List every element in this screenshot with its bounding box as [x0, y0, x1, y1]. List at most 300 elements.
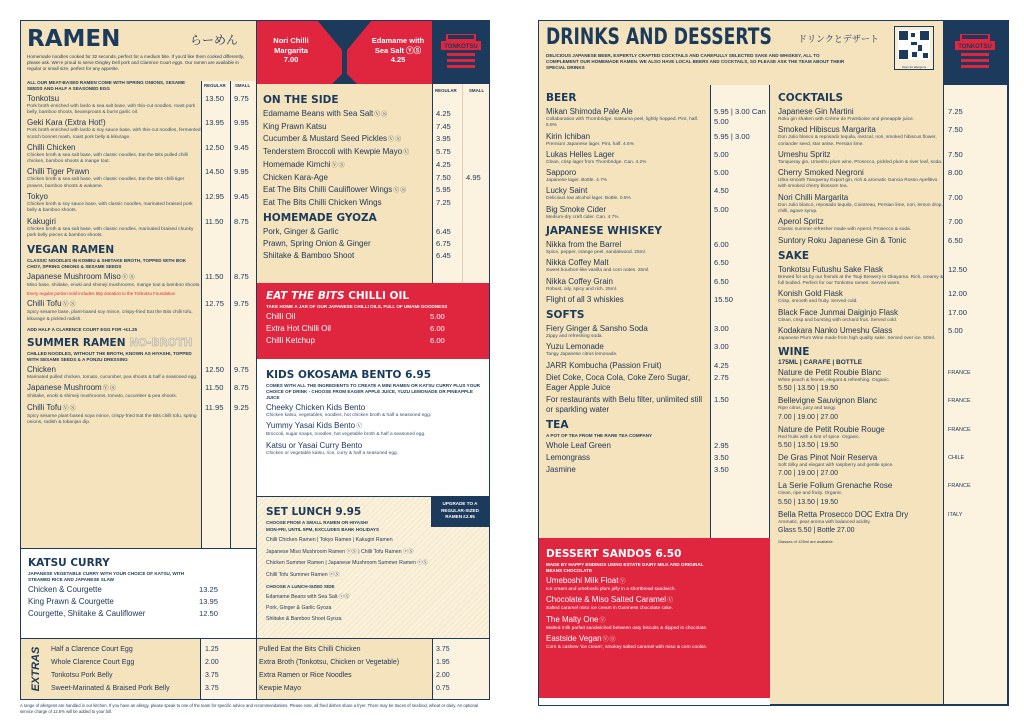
menu-item-text: [259, 643, 432, 656]
menu-item-text: [546, 107, 710, 130]
item-name-label: Tonkotsu Pork Belly: [51, 672, 113, 679]
menu-item: [546, 634, 762, 651]
item-name-label: Japanese Mushroom: [27, 383, 102, 393]
tea-sub: A POT OF TEA FROM THE RARE TEA COMPANY: [546, 432, 653, 438]
vegan-icon: Ⓢ: [128, 275, 135, 282]
menu-item: [546, 465, 762, 475]
menu-item: [263, 251, 483, 261]
menu-item-text: [546, 277, 710, 293]
item-description: Collaboration with Thornbridge. Satsuma peel, lightly hopped. Pint, half. 5.8%: [546, 117, 699, 129]
vegetarian-icon: Ⓥ: [403, 150, 410, 156]
vegan-icon: Ⓢ: [400, 188, 407, 194]
item-name: [546, 132, 710, 142]
item-name-label: Big Smoke Cider: [546, 204, 607, 214]
cocktails-title: COCKTAILS: [778, 92, 844, 104]
menu-item-text: [546, 295, 710, 305]
item-name-label: For restaurants with Belu filter, unlimited still or sparkling water: [546, 394, 703, 414]
menu-item: [263, 147, 483, 158]
item-name-label: Tonkotsu: [27, 93, 60, 103]
item-price: 4.25: [436, 109, 451, 118]
item-description: Spicy sesame base, plant-based soy mince, crispy-fried Eat the Bits chilli tofu, kikurage & pickled radish.: [27, 310, 193, 322]
item-name: [263, 134, 432, 145]
menu-item-text: [546, 324, 710, 340]
item-name: [27, 192, 201, 202]
menu-item-text: [263, 251, 432, 261]
menu-item: [266, 324, 481, 334]
menu-item-text: [27, 403, 201, 427]
menu-item-text: [778, 396, 944, 422]
item-name: [27, 118, 201, 128]
katsu-section: [20, 548, 257, 639]
katsu-sub: JAPANESE VEGETABLE CURRY WITH YOUR CHOICE OF KATSU, WITH STEAMED RICE AND JAPANESE SLAW: [28, 571, 185, 582]
menu-item-text: [546, 342, 710, 358]
menu-item: [778, 481, 999, 507]
menu-item-text: [266, 336, 426, 346]
item-description: Clean, ripe and fruity. Organic.: [778, 491, 843, 497]
menu-item-text: [778, 510, 944, 536]
item-price: 9.75: [234, 93, 249, 103]
menu-item: [51, 643, 241, 656]
menu-item: [263, 227, 483, 237]
item-price: 5.75: [436, 147, 451, 156]
menu-item-text: [546, 186, 710, 202]
gyoza-title: HOMEMADE GYOZA: [263, 212, 377, 224]
item-name: [546, 240, 710, 250]
item-description: Chicken broth & sea salt base, with classic noodles, Eat the Bits pulled chilli chicken, bamboo shoots & mange tout.: [27, 152, 188, 165]
item-name-label: La Serie Folium Grenache Rose: [778, 481, 893, 491]
menu-item: [778, 425, 999, 451]
drinks-title: DRINKS AND DESSERTS: [546, 25, 772, 50]
promo-edamame-price: 4.25: [390, 55, 406, 64]
item-description: Shiitake, enoki & shimeji mushrooms, tomato, cucumber & pea shoots.: [27, 394, 178, 400]
item-name-label: Umeshu Spritz: [778, 149, 831, 159]
item-name-label: Chilli Oil: [266, 312, 296, 321]
item-name-label: Katsu or Yasai Curry Bento: [266, 440, 363, 450]
menu-item-text: [28, 597, 195, 607]
menu-item: [778, 308, 999, 324]
item-description: Premium Japanese lager. Pint, half. 4.6%: [546, 141, 634, 147]
item-name: [263, 122, 432, 132]
item-name: [546, 150, 710, 160]
item-description: Ripe citrus, juicy and tangy.: [778, 406, 837, 412]
menu-item: [778, 125, 999, 148]
item-name-label: JARR Kombucha (Passion Fruit): [546, 360, 662, 370]
item-name-label: De Gras Pinot Noir Reserva: [778, 453, 878, 463]
vegan-icon: Ⓢ: [381, 112, 388, 118]
menu-item: [546, 441, 762, 451]
menu-item-text: [778, 425, 944, 451]
item-description: Salted caramel miso ice cream in Guinness chocolate cake.: [546, 606, 673, 612]
item-description: Chicken broth & sea salt base, with classic noodles, marinated braised chunky pork belly pieces & bamboo shoots.: [27, 226, 194, 238]
item-name-label: Black Face Junmai Daiginjo Flask: [778, 307, 899, 317]
ramen-title: RAMEN: [27, 26, 121, 52]
item-name: [778, 289, 944, 299]
allergen-footnote: A range of allergens are handled in our kitchen. If you have an allergy, please speak to one of the team for specific advice and recommendations. Please note, all fried dishes share a fryer. There may be traces of seafood, wheat or dairy. An optional service charge of 12.5% will be added to your bill.: [20, 703, 479, 714]
menu-item: [546, 240, 762, 256]
cocktails-column: [770, 85, 1008, 705]
item-price: 8.75: [234, 216, 249, 226]
item-price: 12.50: [199, 609, 219, 618]
item-price: 13.25: [199, 585, 219, 594]
wine-title: WINE: [778, 346, 810, 359]
item-name-label: Chilli Tiger Prawn: [27, 167, 90, 177]
menu-item-text: [546, 395, 710, 415]
menu-item: [263, 198, 483, 208]
menu-item-text: [546, 132, 710, 148]
item-price: 9.45: [234, 191, 249, 201]
menu-item: [28, 585, 249, 595]
menu-item-text: [263, 147, 432, 158]
donation-note: Every regular portion sold includes 50p donation to the Tonkotsu Foundation: [27, 291, 176, 297]
menu-item-text: [778, 193, 944, 216]
set-lunch-section: [257, 496, 490, 638]
qr-caption: Scan for allergens: [901, 65, 927, 69]
wine-sizes: 175ML | CARAFE | BOTTLE: [778, 359, 863, 367]
menu-item: [259, 669, 472, 682]
softs-title: SOFTS: [546, 308, 585, 321]
item-price: CHILE: [948, 455, 965, 462]
item-name: [27, 403, 201, 414]
menu-item-text: [778, 326, 944, 342]
item-price: 0.75: [436, 685, 450, 692]
menu-item: [546, 361, 762, 371]
item-price: 5.00: [714, 168, 729, 178]
item-price: FRANCE: [948, 483, 971, 490]
item-price: 7.00: [948, 217, 963, 227]
item-price: 6.00: [430, 336, 445, 345]
menu-item: [546, 258, 762, 274]
chilli-oil-sub: TAKE HOME A JAR OF OUR JAPANESE CHILLI OILS, FULL OF UMAMI GOODNESS: [266, 304, 448, 309]
wine-note: Glasses of 125ml are available: [778, 538, 833, 544]
vegan-icon: Ⓢ: [338, 163, 345, 169]
item-name: [266, 403, 481, 413]
item-description: Medium-dry craft cider. Can. 4.7%: [546, 214, 619, 220]
menu-item: [259, 656, 472, 669]
vegetarian-icon: Ⓥ: [62, 405, 69, 412]
menu-item: [546, 277, 762, 293]
item-price: 5.95 | 3.00 Can 5.00: [714, 107, 766, 126]
item-name: [266, 312, 426, 322]
menu-item: [263, 173, 483, 183]
item-price: 6.50: [948, 235, 963, 245]
menu-item: [546, 205, 762, 221]
item-name-label: Kirin Ichiban: [546, 131, 591, 141]
menu-item: [546, 595, 762, 612]
set-lunch-side: Pork, Ginger & Garlic Gyoza: [266, 605, 332, 611]
allergen-qr-code[interactable]: [894, 26, 934, 70]
item-name-label: Chilli Chicken: [27, 142, 76, 152]
item-price: 9.95: [234, 118, 249, 128]
item-name: [546, 277, 710, 287]
item-name-label: Nikka Coffey Malt: [546, 258, 609, 268]
ramen-jp: らーめん: [189, 32, 238, 47]
item-price: 3.75: [205, 685, 219, 692]
item-name-label: Extra Broth (Tonkotsu, Chicken or Vegetable): [259, 659, 400, 666]
item-name-label: Flight of all 3 whiskies: [546, 294, 624, 304]
item-name: [778, 453, 944, 463]
menu-item-text: [266, 312, 426, 322]
item-price: 14.50: [205, 167, 225, 177]
drinks-intro: DELICIOUS JAPANESE BEER, EXPERTLY CRAFTED COCKTAILS AND CAREFULLY SELECTED SAKE AND WHISKEY, ALL TO COMPLEMENT OUR HOMEMADE RAMEN. WE ALSO HAVE LOCAL BEERS AND COCKTAILS, SO PLEASE ASK THE TEAM ABOUT THEIR SPECIAL DRINKS: [546, 53, 845, 71]
summer-sub: CHILLED NOODLES, WITHOUT THE BROTH, KNOWN AS HIYASHI, TOPPED WITH SESAME SEEDS & A PONZU DRESSING: [27, 351, 192, 363]
drinks-header: [538, 20, 943, 85]
menu-item: [546, 324, 762, 340]
item-price-line: 5.50 | 13.50 | 19.50: [778, 498, 839, 506]
item-name: [778, 107, 944, 117]
item-name: [27, 272, 201, 283]
item-price-line: 5.50 | 13.50 | 19.50: [778, 385, 839, 393]
item-name-label: Eastside Vegan: [546, 633, 602, 643]
item-description: Pork broth enriched with lardo & soy sauce base, with thin-cut noodles, fermented scotch bonnet mash, roast pork belly & kikurage.: [27, 128, 201, 140]
item-name-label: Konish Gold Flask: [778, 289, 843, 299]
item-price: 11.95: [205, 402, 224, 412]
item-name: [546, 324, 710, 334]
col-regular: REGULAR: [204, 83, 226, 88]
item-name-label: Pulled Eat the Bits Chilli Chicken: [259, 646, 361, 653]
item-description: Don Julio blanco, reposado tequila, Cointreau, Persian lime, nori, lemon drop, chilli, agave syrup.: [778, 202, 943, 215]
menu-item: [778, 150, 999, 166]
item-name-label: Tokyo: [27, 191, 48, 201]
item-name: [546, 168, 710, 178]
item-description: Spicy sesame plant-based soya mince, crispy-fried Eat the Bits chilli tofu, spring onions, radish & tobanjan dip.: [27, 413, 197, 425]
sandos-title: DESSERT SANDOS 6.50: [546, 548, 682, 560]
sake-title: SAKE: [778, 249, 809, 262]
item-name: [778, 326, 944, 336]
vegetarian-icon: Ⓥ: [102, 386, 109, 393]
item-name: [27, 143, 201, 153]
set-lunch-line: Chilli Tofu Summer Ramen ⓥⓈ: [266, 571, 340, 578]
item-description: Brewed for us by our friends at the Tsuji Brewery in Okayama. Rich, creamy & full bodied. Perfect for our Tonkotsu ramen. Served warm.: [778, 274, 944, 286]
kids-title: KIDS OKOSAMA BENTO 6.95: [266, 369, 432, 381]
item-name: [778, 481, 944, 491]
item-description: Marinated pulled chicken, tomato, cucumber, pea shoots & half a seasoned egg.: [27, 375, 198, 381]
menu-item-text: [51, 669, 201, 682]
item-description: Tanqueray gin, Umeshu plum wine, Prosecco, pickled plum & river leaf, soda.: [778, 159, 943, 165]
item-price: 13.50: [205, 93, 225, 103]
menu-item: [266, 336, 481, 346]
item-name: [51, 682, 201, 695]
item-name-label: Smoked Hibiscus Margarita: [778, 125, 876, 135]
item-description: Soft Silky and elegant with raspberry and gentle spice.: [778, 463, 894, 469]
item-name-label: Eat The Bits Chilli Cauliflower Wings: [263, 185, 393, 194]
vegetarian-icon: Ⓥ: [619, 579, 626, 585]
vegetarian-icon: Ⓥ: [393, 188, 400, 194]
tonkotsu-logo-icon: [955, 34, 995, 70]
item-price: 12.95: [205, 191, 225, 201]
promo-margarita-price: 7.00: [283, 55, 299, 64]
menu-item: [27, 118, 250, 141]
item-name: [263, 147, 432, 158]
item-price: 13.95: [199, 597, 219, 606]
item-description: Crisp, smooth and fruity. Served cold.: [778, 299, 858, 305]
item-name: [259, 669, 432, 682]
egg-addon: ADD HALF A CLARENCE COURT EGG FOR +£1.25: [27, 327, 138, 333]
menu-item-text: [778, 125, 944, 148]
menu-item-text: [778, 236, 944, 246]
item-price: 17.00: [948, 307, 968, 317]
item-description: Japanese lager. Bottle. 4.7%: [546, 178, 608, 184]
item-description: Classic summer refresher made with Aperol, Prosecco & soda.: [778, 227, 912, 233]
item-name: [263, 160, 432, 171]
item-name: [546, 465, 710, 475]
item-name: [546, 395, 710, 415]
menu-item: [27, 299, 250, 323]
menu-item: [778, 326, 999, 342]
item-description: Red fruits with a hint of spice. Organic.: [778, 434, 861, 440]
item-price: 11.50: [205, 272, 224, 282]
menu-item-text: [27, 143, 201, 166]
menu-item-text: [263, 134, 432, 145]
menu-item: [546, 132, 762, 148]
menu-item-text: [259, 669, 432, 682]
item-name: [546, 634, 761, 645]
item-name-label: Bellevigne Sauvignon Blanc: [778, 396, 878, 406]
item-description: Tangy Japanese citrus lemonade.: [546, 352, 618, 358]
item-price-line: 5.50 | 13.50 | 19.50: [778, 442, 839, 450]
menu-item-text: [266, 441, 481, 457]
promo-edamame-name2: Sea Salt ⓥⓈ: [374, 45, 422, 55]
item-name: [28, 597, 195, 607]
item-price: 4.25: [436, 160, 451, 169]
item-price: 6.45: [436, 251, 451, 260]
item-name-label: Extra Hot Chilli Oil: [266, 324, 331, 333]
ramen-intro: Homemade noodles cooked for 32 seconds, perfect for a medium bite. If you'd like them cooked differently, please ask. We're proud to serve Dingley Dell pork and Clarence Court eggs. Our ramen are available in regular or small size, perfect for any appetite.: [27, 54, 244, 72]
menu-item: [778, 168, 999, 191]
menu-item: [778, 396, 999, 422]
item-price: 7.45: [436, 122, 451, 131]
logo-box: [432, 20, 490, 84]
menu-item-text: [778, 265, 944, 288]
menu-item-text: [546, 615, 761, 632]
item-name-label: Aperol Spritz: [778, 217, 824, 227]
item-price: 3.00: [714, 342, 729, 352]
menu-item-text: [546, 240, 710, 256]
item-price: 9.75: [234, 365, 249, 375]
set-lunch-sub1: CHOOSE FROM A SMALL RAMEN OR HIYASHI: [266, 520, 368, 525]
item-name: [546, 295, 710, 305]
vegan-icon: Ⓢ: [69, 405, 76, 412]
menu-item: [778, 217, 999, 233]
menu-item-text: [546, 453, 710, 463]
menu-item: [546, 576, 762, 593]
menu-item-text: [778, 368, 944, 394]
menu-item: [546, 107, 766, 130]
svg-text:TONKOTSU: TONKOTSU: [958, 44, 992, 50]
upgrade-badge: UPGRADE TO A REGULAR-SIZED RAMEN £2.95: [431, 497, 489, 527]
menu-item-text: [778, 308, 944, 324]
vegan-title: VEGAN RAMEN: [27, 244, 115, 257]
vegetarian-icon: Ⓥ: [388, 137, 395, 143]
menu-item: [51, 682, 241, 695]
whiskey-title: JAPANESE WHISKEY: [546, 225, 662, 238]
menu-item: [27, 403, 250, 427]
menu-item: [778, 107, 999, 123]
item-price: 1.50: [714, 394, 729, 404]
col-small: SMALL: [469, 88, 485, 93]
menu-item: [266, 441, 480, 457]
item-name-label: The Malty One: [546, 614, 599, 624]
menu-item-text: [546, 205, 710, 221]
menu-item: [546, 342, 762, 358]
menu-item-text: [266, 324, 426, 334]
item-description: Clean, crisp and bursting with orchard fruit. Served cold.: [778, 317, 898, 323]
tonkotsu-logo-icon: [441, 34, 481, 70]
item-price: 9.75: [234, 299, 249, 309]
item-name-label: Japanese Gin Martini: [778, 107, 854, 116]
item-price: FRANCE: [948, 370, 971, 377]
promo-margarita-name2: Margarita: [274, 45, 308, 55]
item-name: [778, 217, 944, 227]
menu-item: [778, 193, 999, 216]
item-price: 12.00: [948, 289, 968, 299]
item-name: [27, 365, 201, 375]
item-price: 7.50: [948, 149, 963, 159]
item-name: [546, 373, 710, 393]
item-description: Zippy and refreshing soda.: [546, 333, 603, 339]
item-price: 5.00: [430, 312, 445, 321]
item-price: 2.75: [714, 372, 729, 382]
set-lunch-line: Chilli Chicken Ramen | Tokyo Ramen | Kakugiri Ramen: [266, 537, 393, 543]
menu-item-text: [266, 403, 481, 419]
menu-item-text: [546, 441, 710, 451]
menu-item-text: [27, 217, 201, 240]
item-price: 12.50: [205, 365, 225, 375]
item-name-label: Tenderstem Broccoli with Kewpie Mayo: [263, 147, 403, 156]
menu-item: [546, 150, 762, 166]
item-name: [263, 227, 432, 237]
promo-margarita-name1: Nori Chilli: [273, 36, 309, 45]
item-price: 2.95: [714, 440, 729, 450]
menu-item-text: [546, 258, 710, 274]
menu-item: [778, 510, 999, 536]
item-price: 5.95: [436, 185, 451, 194]
item-name-label: Kakugiri: [27, 216, 56, 226]
item-name-label: Half a Clarence Court Egg: [51, 646, 133, 653]
item-name-label: Mikan Shimoda Pale Ale: [546, 107, 633, 116]
item-name: [263, 251, 432, 261]
item-name: [778, 265, 944, 275]
menu-item-text: [263, 185, 432, 196]
vegan-icon: Ⓢ: [69, 302, 76, 309]
item-name: [27, 299, 201, 310]
item-name: [266, 336, 426, 346]
ramen-section: [20, 20, 257, 549]
chilli-oil-section: [257, 283, 490, 359]
col-small: SMALL: [235, 83, 251, 88]
item-name: [778, 396, 944, 406]
vegetarian-icon: Ⓥ: [599, 617, 606, 624]
item-description: White peach & fennel, elegant & refreshing. Organic.: [778, 378, 890, 384]
item-name-label: Nikka Coffey Grain: [546, 276, 613, 286]
menu-item-text: [778, 217, 944, 233]
beer-title: BEER: [546, 92, 577, 104]
menu-item: [778, 453, 999, 479]
menu-item-text: [263, 227, 432, 237]
item-description: Sweet bourbon-like vanilla and corn notes. 25ml.: [546, 268, 650, 274]
item-price: 9.25: [234, 402, 249, 412]
item-description: Clean, crisp lager from Thornbridge. Can. 4.2%: [546, 159, 647, 165]
item-name: [546, 441, 710, 451]
menu-item: [546, 186, 762, 202]
item-name-label: Cucumber & Mustard Seed Pickles: [263, 134, 388, 143]
item-name: [546, 361, 710, 371]
menu-item: [27, 94, 250, 117]
item-price-line: 7.00 | 19.00 | 27.00: [778, 470, 839, 478]
item-description: Chicken broth & soy sauce base, with classic noodles, marinated braised pork belly & bamboo shoots.: [27, 201, 193, 214]
item-price: 8.75: [234, 383, 249, 393]
menu-item: [778, 289, 999, 305]
item-name: [259, 656, 432, 669]
